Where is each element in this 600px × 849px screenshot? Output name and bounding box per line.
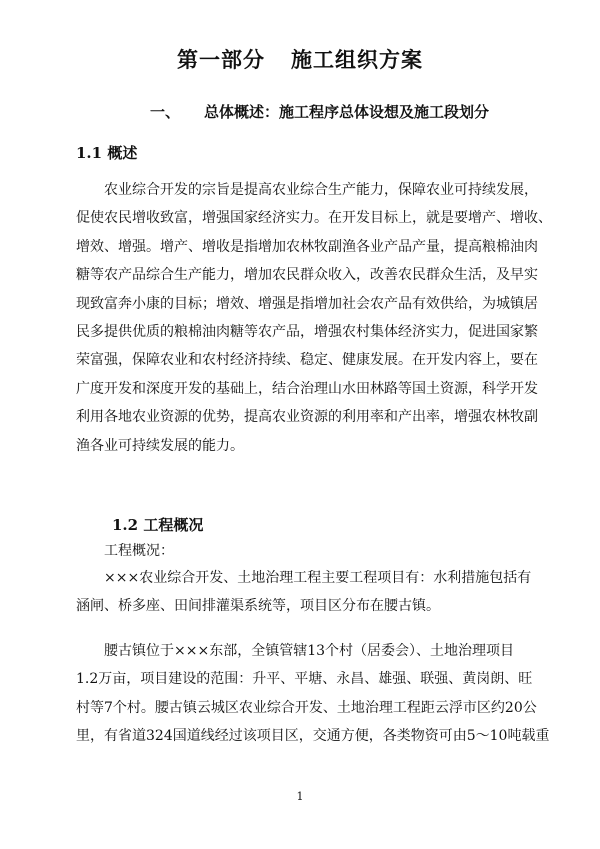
text-line: 腰古镇位于×××东部，全镇管辖13个村（居委会）、土地治理项目 — [104, 643, 515, 659]
subsection-heading-1-2: 1.2 工程概况 — [112, 516, 204, 534]
text-line: 荣富强，保障农业和农村经济持续、稳定、健康发展。在开发内容上，要在 — [76, 352, 538, 369]
text-line: 涵闸、桥多座、田间排灌渠系统等，项目区分布在腰古镇。 — [76, 598, 440, 615]
subsection-heading-1-1: 1.1 概述 — [76, 144, 138, 162]
section-text: 总体概述：施工程序总体设想及施工段划分 — [204, 103, 490, 121]
text-line: 1.2万亩，项目建设的范围：升平、平塘、永昌、雄强、联强、黄岗朗、旺 — [76, 671, 533, 688]
text-line: 现致富奔小康的目标；增效、增强是指增加社会农产品有效供给，为城镇居 — [76, 295, 538, 312]
text-line: 里，有省道324国道线经过该项目区，交通方便，各类物资可由5～10吨载重 — [76, 728, 550, 745]
section-number: 一、 — [150, 103, 181, 121]
document-title — [0, 44, 600, 74]
project-intro — [76, 537, 556, 565]
text-line: 广度开发和深度开发的基础上，结合治理山水田林路等国土资源，科学开发 — [76, 380, 538, 397]
project-paragraph-1 — [76, 564, 556, 621]
text-line: 村等7个村。腰古镇云城区农业综合开发、土地治理工程距云浮市区约20公 — [76, 699, 537, 716]
text-line: 糖等农产品综合生产能力，增加农民群众收入，改善农民群众生活，及早实 — [76, 267, 538, 284]
text-line: 渔各业可持续发展的能力。 — [76, 437, 244, 454]
text-line: ×××农业综合开发、土地治理工程主要工程项目有：水利措施包括有 — [104, 570, 532, 586]
text-line: 工程概况： — [104, 543, 174, 559]
text-line: 促使农民增收致富，增强国家经济实力。在开发目标上，就是要增产、增收、 — [76, 210, 552, 227]
overview-paragraph — [76, 176, 556, 460]
title-name: 施工组织方案 — [291, 47, 423, 72]
text-line: 利用各地农业资源的优势，提高农业资源的利用率和产出率，增强农林牧副 — [76, 409, 538, 426]
project-paragraph-2 — [76, 637, 556, 751]
section-heading — [150, 101, 489, 122]
title-part: 第一部分 — [177, 47, 265, 72]
text-line: 增效、增强。增产、增收是指增加农林牧副渔各业产品产量，提高粮棉油肉 — [76, 238, 538, 255]
page-number: 1 — [296, 790, 304, 803]
text-line: 农业综合开发的宗旨是提高农业综合生产能力，保障农业可持续发展， — [104, 182, 538, 198]
text-line: 民多提供优质的粮棉油肉糖等农产品，增强农村集体经济实力，促进国家繁 — [76, 324, 538, 341]
